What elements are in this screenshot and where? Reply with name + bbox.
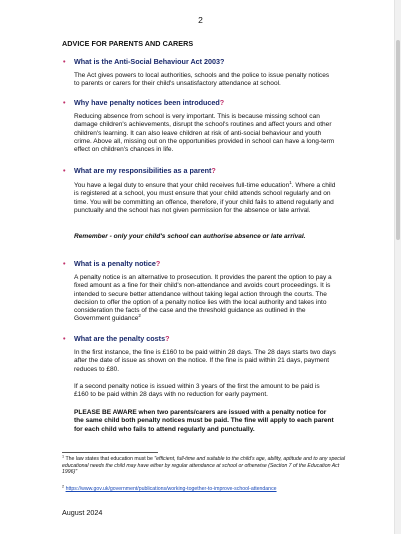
question-penalty-costs: • What are the penalty costs?: [63, 334, 170, 343]
answer-penalty-costs-second: If a second penalty notice is issued within 3 years of the first the amount to be paid is £160 to be paid within 28 days with no reduction for early payment.: [74, 383, 320, 399]
bullet-icon: •: [63, 98, 66, 107]
footnote-2: $^2$ https://www.gov.uk/government/publications/working-together-to-improve-school-attendance: [62, 484, 277, 492]
answer-penalty-notice: A penalty notice is an alternative to prosecution. It provides the parent the option to pay a fixed amount as a fine for their child's non-attendance and avoids court proceedings. It is intended to secure better attendance without taking legal action through the courts. The decision to offer the option of a penalty notice lies with the local authority and takes into consideration the facts of the case and the threshold guidance as outlined in the Government guidance$^2$: [74, 274, 332, 323]
question-asb-act: • What is the Anti-Social Behaviour Act 2003?: [63, 57, 225, 66]
footnote-divider: [62, 452, 158, 453]
page-number: 2: [198, 15, 203, 25]
bullet-icon: •: [63, 334, 66, 343]
bullet-icon: •: [63, 259, 66, 268]
question-responsibilities: • What are my responsibilities as a parent?: [63, 166, 216, 175]
remember-note: Remember - only your child's school can authorise absence or late arrival.: [74, 233, 306, 240]
scrollbar-thumb[interactable]: [396, 40, 400, 240]
bullet-icon: •: [63, 166, 66, 175]
answer-why-penalty-notices: Reducing absence from school is very important. This is because missing school can damage children's achievements, disrupt the school's routines and affect yours and other children's learning. It can also leave children at risk of anti-social behaviour and youth crime. Above all, missing out on the opportunities provided in school can have a long-term effect on children's chances in life.: [74, 113, 335, 154]
answer-asb-act: The Act gives powers to local authorities, schools and the police to issue penalty notices to parents or carers for their child's unsatisfactory attendance at school.: [74, 72, 330, 88]
page-heading: ADVICE FOR PARENTS AND CARERS: [62, 39, 194, 48]
question-penalty-notice: • What is a penalty notice?: [63, 259, 161, 268]
footer-date: August 2024: [62, 508, 103, 517]
vertical-scrollbar[interactable]: [394, 0, 401, 534]
footnote-ref-2[interactable]: 2: [138, 313, 141, 319]
answer-penalty-costs-first: In the first instance, the fine is £160 to be paid within 28 days. The 28 days starts two days after the date of issue as shown on the notice. If the fine is paid within 21 days, payment reduces to £80.: [74, 349, 336, 373]
question-why-penalty-notices: • Why have penalty notices been introduced?: [63, 98, 225, 107]
answer-responsibilities: You have a legal duty to ensure that your child receives full-time education$^1$. Where a child is registered at a school, you must ensure that your child attends school regularly and on time. You will be committing an offence, therefore, if your child fails to attend regularly and punctually and the school has not given permission for the absence or late arrival.: [74, 179, 336, 214]
penalty-warning: PLEASE BE AWARE when two parents/carers are issued with a penalty notice for the same child both penalty notices must be paid. The fine will apply to each parent for each child who fails to attend regularly and punctually.: [74, 409, 334, 433]
footnote-1: $^1$ The law states that education must be "efficient, full-time and suitable to the child's age, ability, aptitude and to any special educational needs the child may have either by regular attendance at school or otherwise (Section 7 of the Education Act 1996)": [62, 454, 346, 476]
guidance-link[interactable]: https://www.gov.uk/government/publications/working-together-to-improve-school-attendance: [65, 486, 277, 492]
footnote-ref-1[interactable]: 1: [289, 179, 292, 185]
bullet-icon: •: [63, 57, 66, 66]
